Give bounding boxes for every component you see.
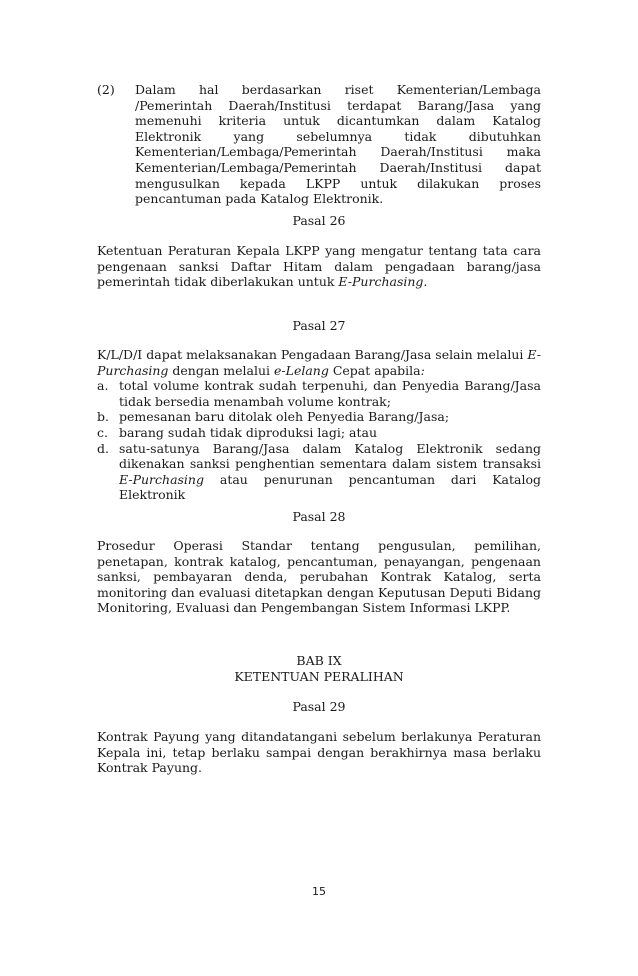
list-marker: a.: [97, 378, 109, 394]
list-item-text: pemesanan baru ditolak oleh Penyedia Barang/Jasa;: [119, 409, 450, 425]
list-item-a: [97, 378, 541, 409]
list-item-b: [97, 409, 541, 425]
pasal-28-heading: Pasal 28: [292, 509, 346, 524]
paragraph-item-2: [97, 82, 541, 207]
pasal-27-body: [97, 347, 541, 503]
pasal-27-intro-colon: :: [420, 362, 425, 378]
pasal-27-intro-3: Cepat apabila: [328, 362, 421, 378]
pasal-27-intro-1: K/L/D/I dapat melaksanakan Pengadaan Barang/Jasa selain melalui: [97, 347, 528, 362]
list-item-text: satu-satunya Barang/Jasa dalam Katalog Elektronik sedang dikenakan sanksi penghentian sementara dalam sistem transaksi: [119, 440, 541, 472]
list-item-text: total volume kontrak sudah terpenuhi, dan Penyedia Barang/Jasa tidak bersedia menambah volume kontrak;: [119, 378, 541, 409]
list-item-d: [97, 441, 541, 503]
list-item-c: [97, 425, 541, 441]
chapter-title: BAB IX: [296, 653, 342, 668]
page-number: 15: [312, 885, 326, 898]
list-item-text: barang sudah tidak diproduksi lagi; atau: [119, 424, 378, 440]
pasal-26-text: [97, 243, 541, 290]
paragraph-text: Dalam hal berdasarkan riset Kementerian/Lembaga /Pemerintah Daerah/Institusi terdapat Barang/Jasa yang memenuhi kriteria untuk dicantumkan dalam Katalog Elektronik yang sebelumnya tidak dibutuhkan Kementerian/Lembaga/Pemerintah Daerah/Institusi maka Kementerian/Lembaga/Pemerintah Daerah/Institusi dapat mengusulkan kepada LKPP untuk dilakukan proses pencantuman pada Katalog Elektronik.: [135, 82, 541, 207]
paragraph-number: (2): [97, 82, 115, 97]
pasal-27-heading: Pasal 27: [292, 318, 346, 333]
list-marker: b.: [97, 409, 109, 425]
list-marker: d.: [97, 440, 109, 456]
pasal-26-text-end: .: [423, 274, 428, 290]
pasal-26-text-italic: E-Purchasing: [338, 274, 424, 290]
pasal-27-intro-2: dengan melalui: [168, 362, 275, 378]
pasal-29-heading: Pasal 29: [292, 699, 346, 714]
pasal-26-heading: Pasal 26: [292, 213, 346, 228]
pasal-27-intro: [97, 347, 541, 378]
pasal-26-text-main: Ketentuan Peraturan Kepala LKPP yang mengatur tentang tata cara pengenaan sanksi Daftar Hitam dalam pengadaan barang/jasa pemerintah tidak diberlakukan untuk: [97, 243, 541, 290]
pasal-28-text: Prosedur Operasi Standar tentang pengusulan, pemilihan, penetapan, kontrak katalog, pencantuman, penayangan, pengenaan sanksi, pembayaran denda, perubahan Kontrak Katalog, serta monitoring dan evaluasi ditetapkan dengan Keputusan Deputi Bidang Monitoring, Evaluasi dan Pengembangan Sistem Informasi LKPP.: [97, 538, 541, 616]
pasal-27-intro-italic-2: e-Lelang: [274, 362, 329, 378]
pasal-27-intro-italic-1: E-Purchasing: [97, 347, 541, 378]
pasal-29-text: Kontrak Payung yang ditandatangani sebelum berlakunya Peraturan Kepala ini, tetap berlaku sampai dengan berakhirnya masa berlaku Kontrak Payung.: [97, 729, 541, 776]
list-item-text-end: atau penurunan pencantuman dari Katalog Elektronik: [119, 471, 541, 503]
list-marker: c.: [97, 424, 108, 440]
list-item-text-italic: E-Purchasing: [119, 471, 204, 487]
chapter-subtitle: KETENTUAN PERALIHAN: [234, 669, 404, 684]
